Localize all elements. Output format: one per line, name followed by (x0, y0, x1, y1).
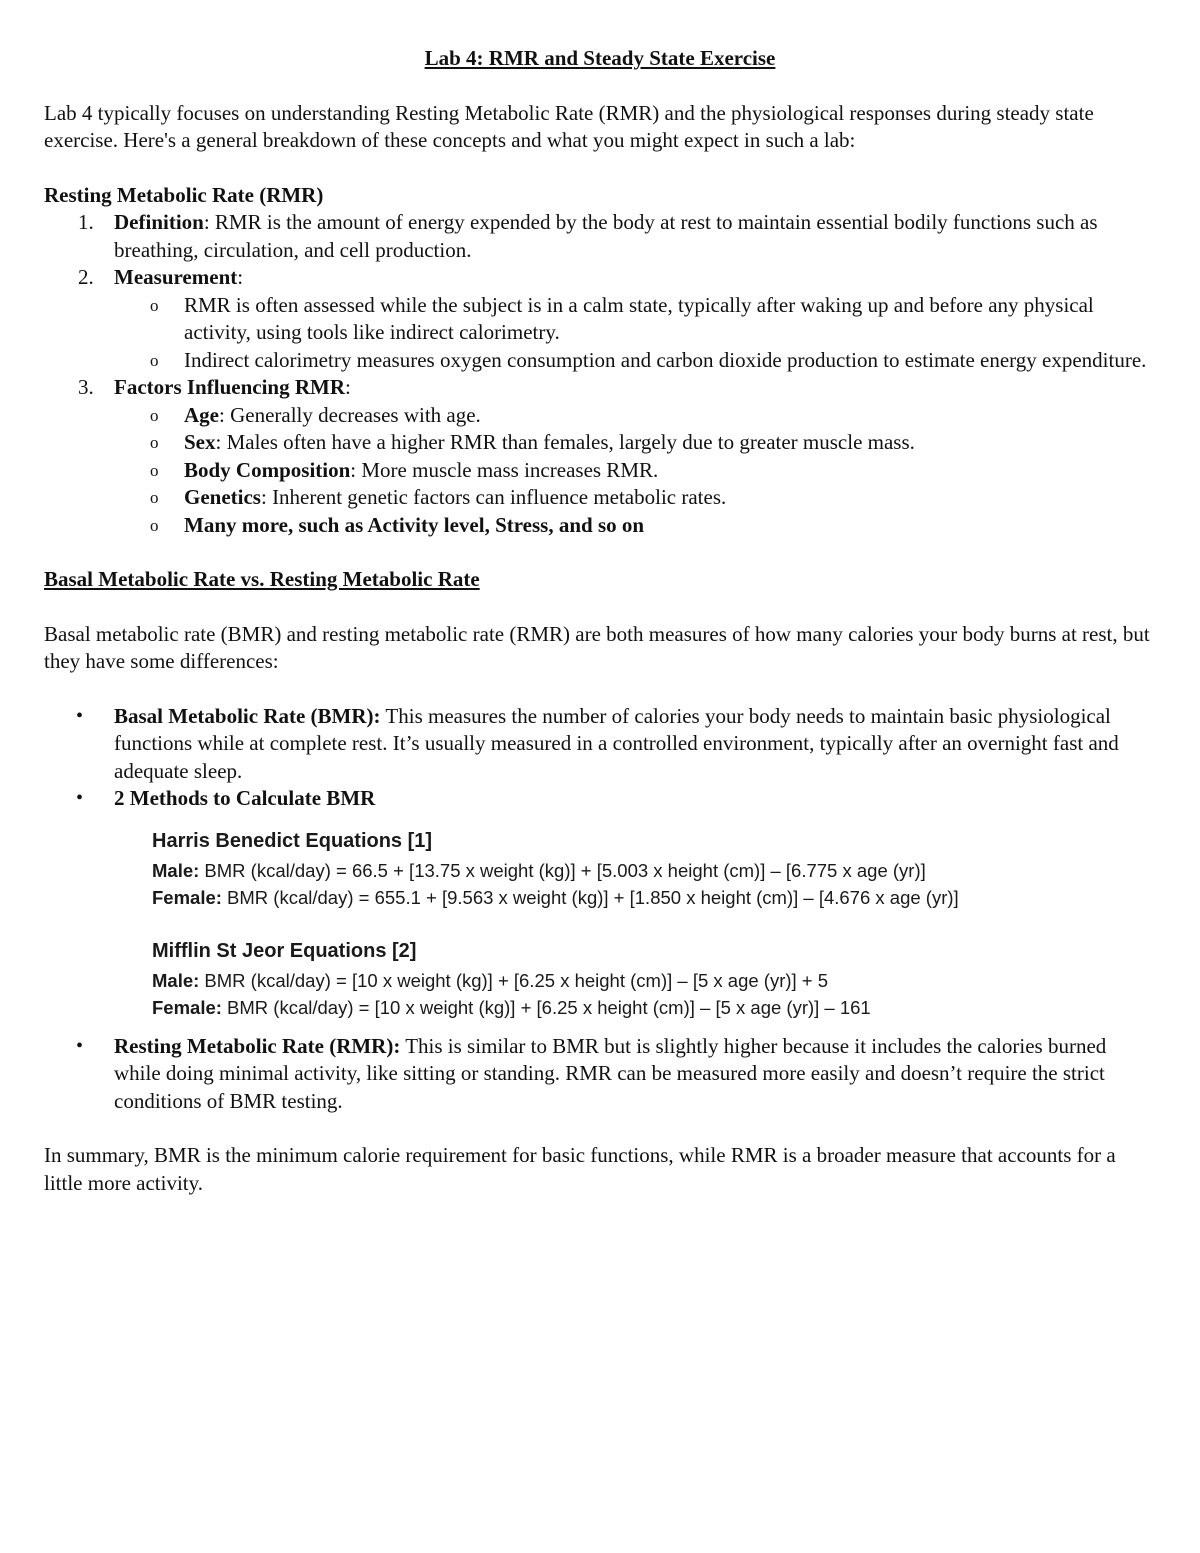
bullet-term: Basal Metabolic Rate (BMR): (114, 703, 381, 728)
item-text: : (237, 265, 244, 289)
sub-bullet: o (150, 433, 159, 452)
mifflin-st-jeor-title: Mifflin St Jeor Equations [2] (152, 939, 417, 962)
item-term: Measurement (114, 265, 238, 289)
factor-subitem-genetics (44, 484, 1156, 512)
sub-bullet: o (150, 515, 159, 535)
bullet-term: Resting Metabolic Rate (RMR): (114, 1033, 401, 1058)
factor-subitem-age (44, 402, 1156, 430)
factor-subitem-sex (44, 429, 1156, 457)
list-number: 1. (78, 210, 94, 234)
factor-term: Many more, such as Activity level, Stress, and so on (184, 512, 645, 537)
item-text: : (344, 375, 351, 399)
bullet-dot: • (76, 787, 84, 809)
document-page (44, 45, 1156, 1197)
harris-female-equation (152, 884, 1032, 911)
summary-paragraph: In summary, BMR is the minimum calorie requirement for basic functions, while RMR is a broader measure that accounts for a little more activity. (44, 1143, 1116, 1195)
bullet-dot: • (76, 704, 84, 727)
equation-text: BMR (kcal/day) = 66.5 + [13.75 x weight (kg)] + [5.003 x height (cm)] – [6.775 x age (yr)] (199, 859, 926, 881)
subitem-text: Indirect calorimetry measures oxygen consumption and carbon dioxide production to estimate energy expenditure. (184, 347, 1147, 372)
bullet-rmr (44, 1033, 1156, 1116)
factor-text: : Males often have a higher RMR than females, largely due to greater muscle mass. (215, 430, 915, 454)
factor-term: Age (184, 402, 219, 427)
rmr-item-factors (44, 374, 1156, 402)
factor-term: Body Composition (184, 457, 351, 482)
factor-text: : More muscle mass increases RMR. (350, 457, 659, 482)
equation-text: BMR (kcal/day) = 655.1 + [9.563 x weight (kg)] + [1.850 x height (cm)] – [4.676 x age (yr)] (221, 886, 959, 908)
list-number: 2. (78, 265, 94, 289)
equation-label: Male: (152, 859, 200, 881)
item-text: : RMR is the amount of energy expended by the body at rest to maintain essential bodily functions such as breathing, circulation, and cell production. (114, 210, 1098, 262)
bullet-text: This is similar to BMR but is slightly higher because it includes the calories burned while doing minimal activity, like sitting or standing. RMR can be measured more easily and doesn’t require the strict conditions of BMR testing. (114, 1033, 1107, 1113)
subitem-text: RMR is often assessed while the subject is in a calm state, typically after waking up and before any physical activity, using tools like indirect calorimetry. (184, 292, 1094, 344)
bmr-vs-rmr-heading: Basal Metabolic Rate vs. Resting Metabolic Rate (44, 567, 480, 591)
document-title: Lab 4: RMR and Steady State Exercise (424, 46, 776, 70)
factor-term: Sex (184, 430, 216, 454)
sub-bullet: o (150, 488, 159, 507)
factor-text: : Generally decreases with age. (219, 402, 481, 427)
bullet-text: This measures the number of calories your body needs to maintain basic physiological functions while at complete rest. It’s usually measured in a controlled environment, typically after an overnight fast and adequate sleep. (114, 703, 1119, 783)
item-term: Factors Influencing RMR (114, 375, 345, 399)
sub-bullet: o (150, 350, 159, 370)
equation-label: Female: (152, 886, 222, 908)
factor-subitem-body-composition (44, 457, 1156, 485)
equation-label: Male: (152, 969, 200, 991)
measurement-subitem (44, 292, 1156, 347)
bullet-term: 2 Methods to Calculate BMR (114, 786, 376, 810)
sub-bullet: o (150, 460, 159, 480)
equation-text: BMR (kcal/day) = [10 x weight (kg)] + [6.25 x height (cm)] – [5 x age (yr)] + 5 (199, 969, 829, 991)
harris-male-equation (152, 857, 1032, 884)
factor-subitem-many-more (44, 512, 1156, 540)
item-term: Definition (114, 210, 204, 234)
sub-bullet: o (150, 405, 159, 425)
equation-label: Female: (152, 996, 222, 1018)
mifflin-male-equation (152, 967, 1032, 994)
bullet-methods (44, 785, 1156, 813)
mifflin-female-equation (152, 994, 1032, 1021)
bmr-intro-paragraph: Basal metabolic rate (BMR) and resting metabolic rate (RMR) are both measures of how many calories your body burns at rest, but they have some differences: (44, 621, 1150, 673)
rmr-heading: Resting Metabolic Rate (RMR) (44, 182, 324, 207)
bullet-dot: • (76, 1034, 84, 1057)
sub-bullet: o (150, 295, 159, 315)
equations-figure (152, 827, 1032, 1021)
list-number: 3. (78, 375, 94, 399)
rmr-item-definition (44, 209, 1156, 264)
equation-text: BMR (kcal/day) = [10 x weight (kg)] + [6.25 x height (cm)] – [5 x age (yr)] – 161 (221, 996, 871, 1018)
harris-benedict-title: Harris Benedict Equations [1] (152, 829, 433, 852)
intro-paragraph: Lab 4 typically focuses on understanding Resting Metabolic Rate (RMR) and the physiological responses during steady state exercise. Here's a general breakdown of these concepts and what you might expect in such a lab: (44, 100, 1094, 152)
bullet-bmr (44, 703, 1156, 786)
factor-text: : Inherent genetic factors can influence metabolic rates. (260, 485, 727, 509)
factor-term: Genetics (184, 485, 261, 509)
measurement-subitem (44, 347, 1156, 375)
rmr-item-measurement (44, 264, 1156, 292)
